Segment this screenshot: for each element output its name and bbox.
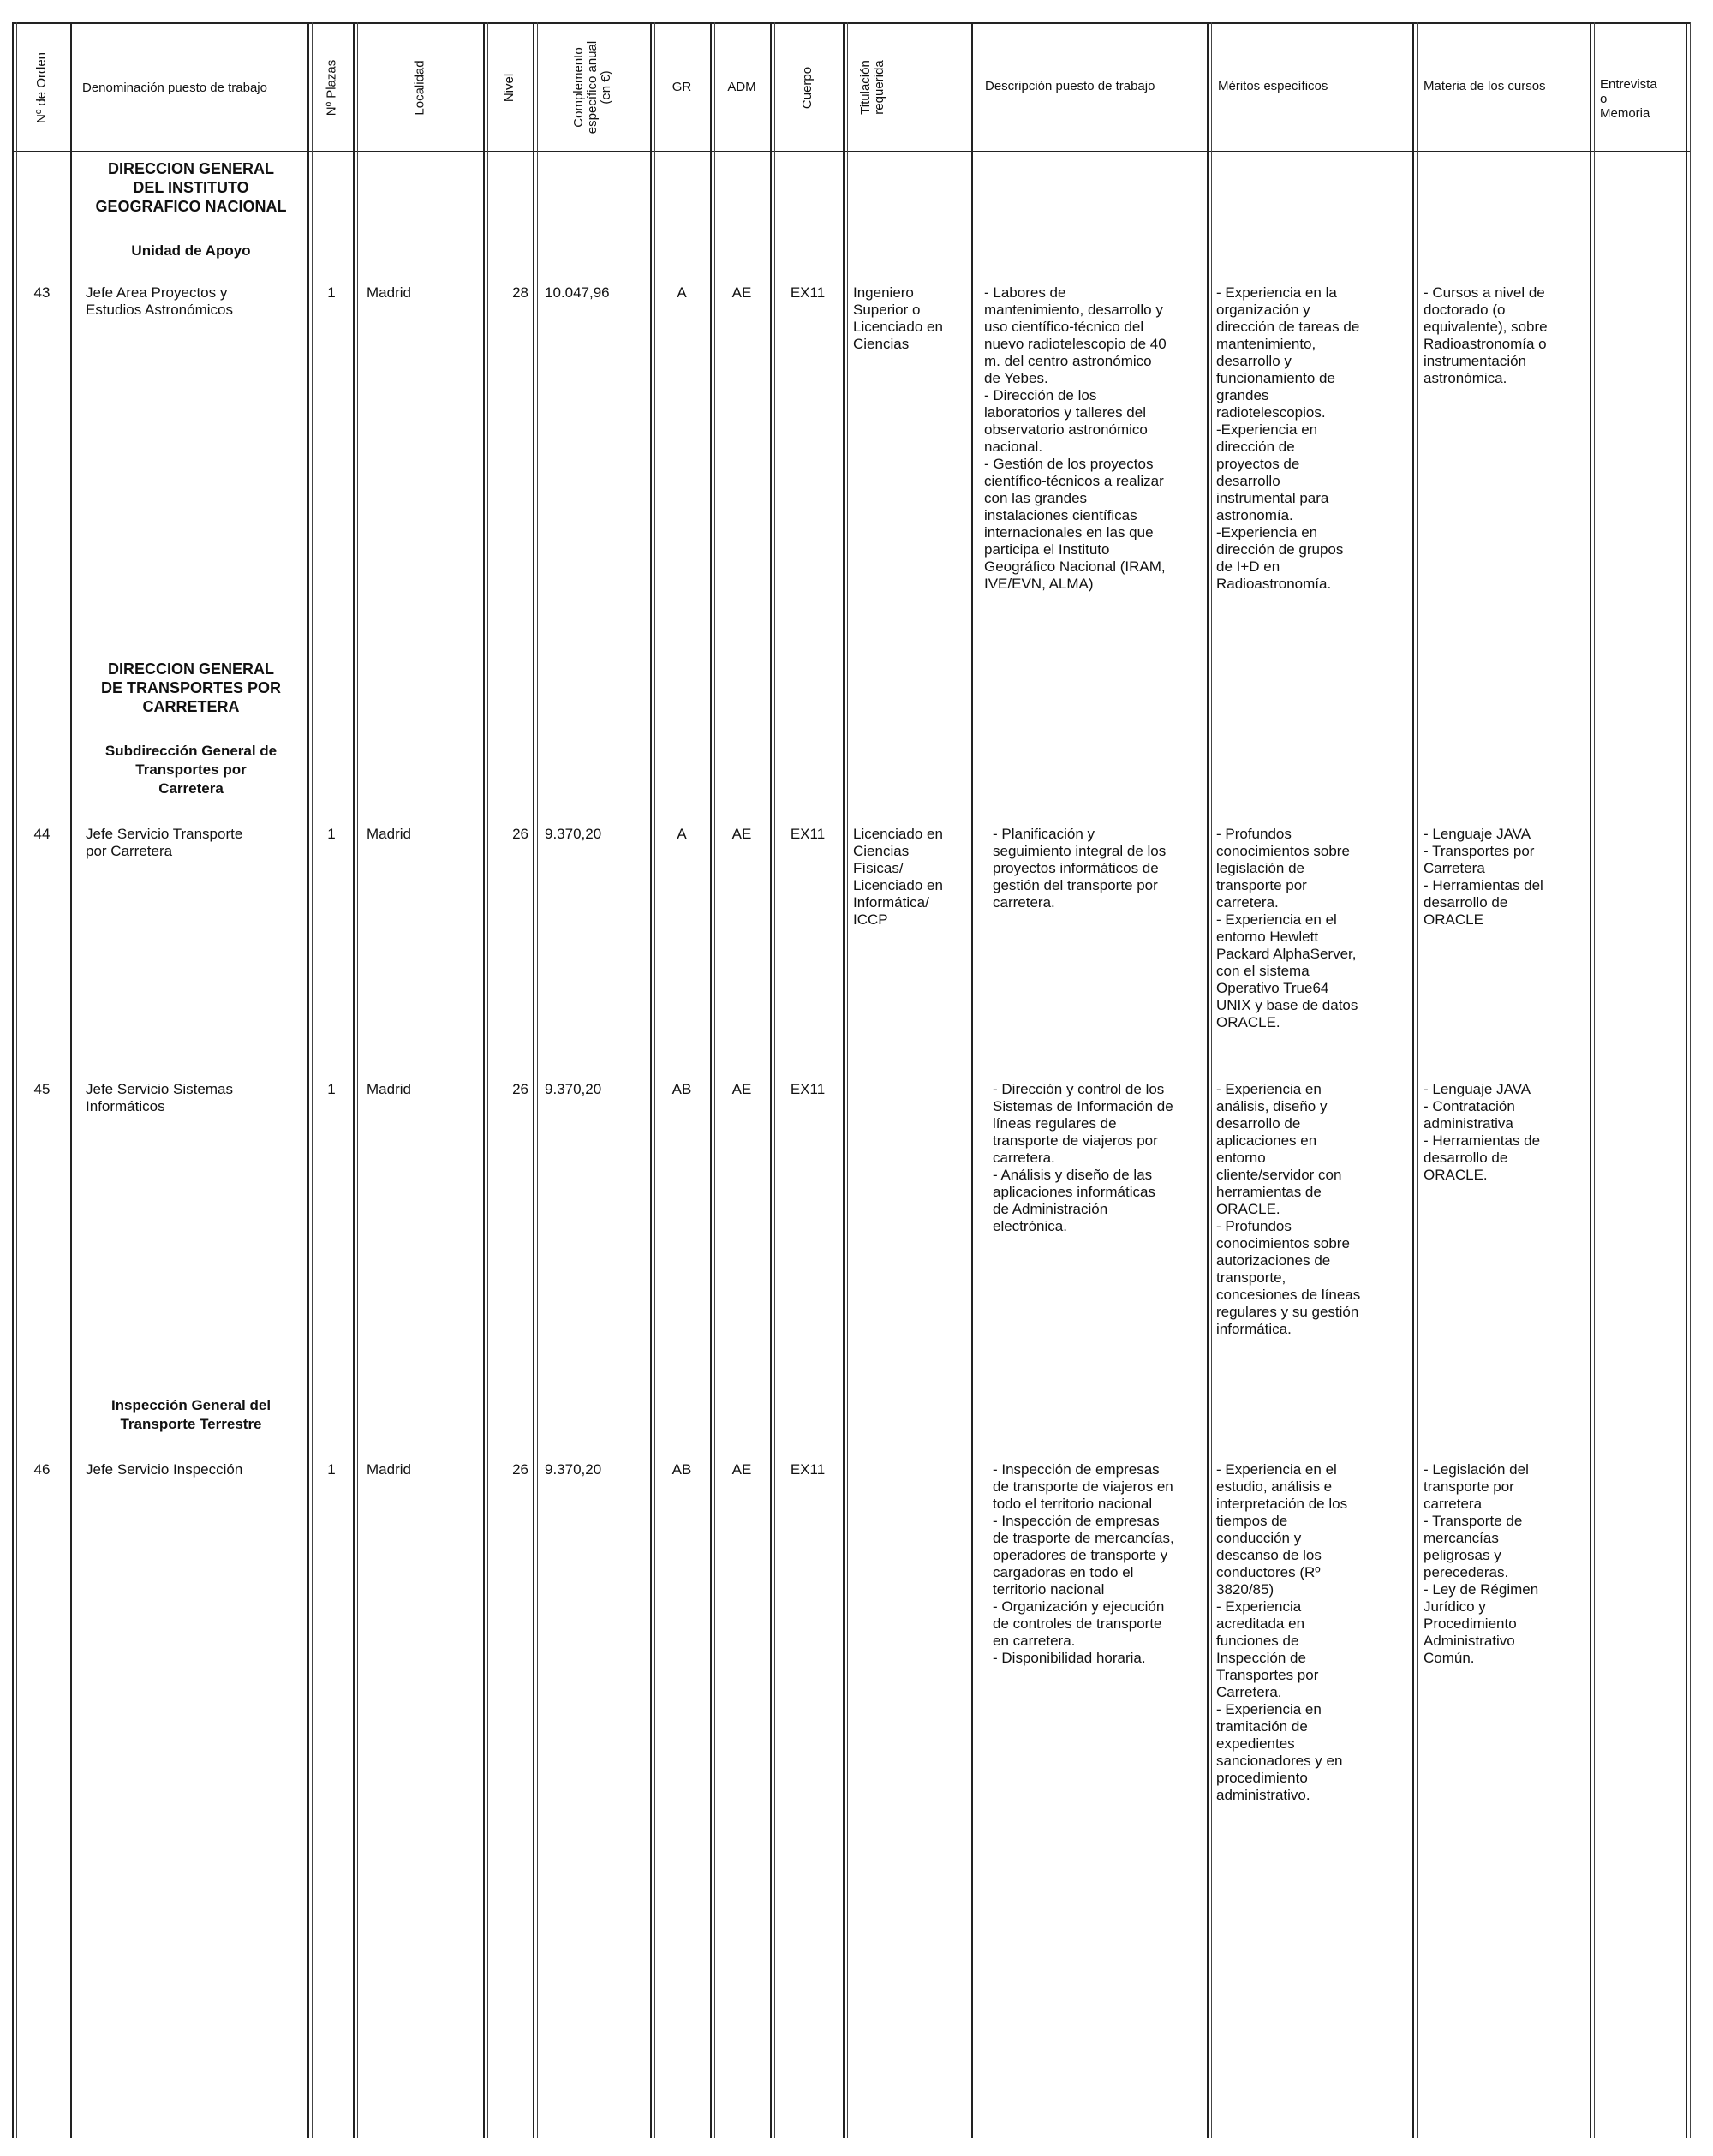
- row-gr: A: [677, 284, 687, 301]
- row-cursos: - Legislación del transporte por carretera - Transporte de mercancías peligrosas y perecederas. - Ley de Régimen Jurídico y Procedimiento Administrativo Común.: [1424, 1461, 1539, 1666]
- row-denominacion: Jefe Servicio Transporte por Carretera: [86, 826, 243, 859]
- row-plazas: 1: [327, 284, 336, 301]
- column-divider: [1207, 22, 1209, 2138]
- row-gr: AB: [671, 1461, 692, 1478]
- section-ign: DIRECCION GENERAL DEL INSTITUTO GEOGRAFICO NACIONAL: [95, 160, 287, 215]
- column-divider: [1590, 22, 1591, 2138]
- row-plazas: 1: [327, 1081, 336, 1097]
- header-descripcion: Descripción puesto de trabajo: [985, 79, 1155, 93]
- row-cursos: - Lenguaje JAVA - Contratación administrativa - Herramientas de desarrollo de ORACLE.: [1424, 1081, 1541, 1183]
- row-descripcion: - Labores de mantenimiento, desarrollo y uso científico-técnico del nuevo radiotelescopio de 40 m. del centro astronómico de Yebes. - Dirección de los laboratorios y talleres del observatorio astronómico nacional. - Gestión de los proyectos científico-técnicos a realizar con las grandes instalaciones científicas internacionales en las que participa el Instituto Geográfico Nacional (IRAM, IVE/EVN, ALMA): [984, 284, 1167, 592]
- row-cuerpo: EX11: [790, 284, 826, 301]
- row-titulacion: Ingeniero Superior o Licenciado en Ciencias: [853, 284, 943, 352]
- header-adm: ADM: [727, 80, 756, 94]
- row-descripcion: - Planificación y seguimiento integral de los proyectos informáticos de gestión del transporte por carretera.: [993, 826, 1167, 911]
- row-adm: AE: [731, 1081, 752, 1097]
- row-nivel: 26: [512, 1081, 528, 1097]
- column-divider: [650, 22, 652, 2138]
- row-complemento: 9.370,20: [545, 1081, 602, 1097]
- row-denominacion: Jefe Servicio Inspección: [86, 1461, 243, 1478]
- row-orden: 45: [33, 1081, 51, 1097]
- row-plazas: 1: [327, 1461, 336, 1478]
- header-titulacion: Titulación requerida: [858, 60, 887, 115]
- row-orden: 43: [33, 284, 51, 301]
- column-divider: [353, 22, 355, 2138]
- header-orden: Nº de Orden: [34, 51, 50, 123]
- row-denominacion: Jefe Area Proyectos y Estudios Astronómicos: [86, 284, 233, 318]
- row-meritos: - Experiencia en la organización y dirección de tareas de mantenimiento, desarrollo y funcionamiento de grandes radiotelescopios. -Experiencia en dirección de proyectos de desarrollo instrumental para astronomía. -Experiencia en dirección de grupos de I+D en Radioastronomía.: [1216, 284, 1360, 592]
- header-complemento: Complemento específico anual (en €): [571, 40, 613, 134]
- header-gr: GR: [671, 80, 692, 94]
- positions-table: [12, 22, 1691, 2138]
- column-divider: [1412, 22, 1414, 2138]
- row-complemento: 9.370,20: [545, 1461, 602, 1478]
- column-divider: [710, 22, 712, 2138]
- column-divider: [12, 22, 14, 2138]
- row-gr: A: [677, 826, 687, 842]
- row-gr: AB: [671, 1081, 692, 1097]
- row-orden: 46: [33, 1461, 51, 1478]
- row-meritos: - Profundos conocimientos sobre legislación de transporte por carretera. - Experiencia en el entorno Hewlett Packard AlphaServer, con el sistema Operativo True64 UNIX y base de datos ORACLE.: [1216, 826, 1358, 1030]
- row-nivel: 28: [512, 284, 528, 301]
- row-nivel: 26: [512, 1461, 528, 1478]
- header-plazas: Nº Plazas: [324, 59, 339, 116]
- row-meritos: - Experiencia en el estudio, análisis e interpretación de los tiempos de conducción y descanso de los conductores (Rº 3820/85) - Experiencia acreditada en funciones de Inspección de Transportes por Carretera. - Experiencia en tramitación de expedientes sancionadores y en procedimiento administrativo.: [1216, 1461, 1348, 1803]
- row-adm: AE: [731, 284, 752, 301]
- column-divider: [70, 22, 72, 2138]
- row-adm: AE: [731, 826, 752, 842]
- row-localidad: Madrid: [367, 826, 411, 842]
- row-complemento: 9.370,20: [545, 826, 602, 842]
- row-adm: AE: [731, 1461, 752, 1478]
- row-nivel: 26: [512, 826, 528, 842]
- row-cuerpo: EX11: [790, 826, 826, 842]
- row-cuerpo: EX11: [790, 1081, 826, 1097]
- column-divider: [770, 22, 772, 2138]
- row-orden: 44: [33, 826, 51, 842]
- column-divider: [307, 22, 309, 2138]
- column-divider: [971, 22, 973, 2138]
- row-localidad: Madrid: [367, 1081, 411, 1097]
- row-denominacion: Jefe Servicio Sistemas Informáticos: [86, 1081, 233, 1114]
- column-divider: [1686, 22, 1687, 2138]
- header-meritos: Méritos específicos: [1218, 79, 1328, 93]
- section-unidad-apoyo: Unidad de Apoyo: [131, 242, 251, 259]
- section-inspeccion: Inspección General del Transporte Terrestre: [110, 1397, 272, 1432]
- row-localidad: Madrid: [367, 1461, 411, 1478]
- column-divider: [533, 22, 534, 2138]
- header-entrevista: Entrevista o Memoria: [1600, 77, 1657, 121]
- column-divider: [843, 22, 845, 2138]
- row-descripcion: - Inspección de empresas de transporte de viajeros en todo el territorio nacional - Inspección de empresas de trasporte de mercancías, operadores de transporte y cargadoras en todo el territorio nacional - Organización y ejecución de controles de transporte en carretera. - Disponibilidad horaria.: [993, 1461, 1174, 1666]
- row-localidad: Madrid: [367, 284, 411, 301]
- row-complemento: 10.047,96: [545, 284, 610, 301]
- column-divider: [483, 22, 485, 2138]
- row-cursos: - Lenguaje JAVA - Transportes por Carretera - Herramientas del desarrollo de ORACLE: [1424, 826, 1543, 928]
- row-titulacion: Licenciado en Ciencias Físicas/ Licenciado en Informática/ ICCP: [853, 826, 943, 928]
- row-cursos: - Cursos a nivel de doctorado (o equivalente), sobre Radioastronomía o instrumentación astronómica.: [1424, 284, 1548, 386]
- row-plazas: 1: [327, 826, 336, 842]
- header-localidad: Localidad: [412, 59, 427, 116]
- section-dgtc: DIRECCION GENERAL DE TRANSPORTES POR CARRETERA: [100, 660, 282, 715]
- row-descripcion: - Dirección y control de los Sistemas de Información de líneas regulares de transporte de viajeros por carretera. - Análisis y diseño de las aplicaciones informáticas de Administración electrónica.: [993, 1081, 1173, 1234]
- header-denominacion: Denominación puesto de trabajo: [82, 80, 267, 95]
- row-meritos: - Experiencia en análisis, diseño y desarrollo de aplicaciones en entorno cliente/servidor con herramientas de ORACLE. - Profundos conocimientos sobre autorizaciones de transporte, concesiones de líneas regulares y su gestión informática.: [1216, 1081, 1361, 1337]
- header-cursos: Materia de los cursos: [1424, 79, 1546, 93]
- header-nivel: Nivel: [502, 73, 517, 102]
- header-cuerpo: Cuerpo: [800, 66, 815, 109]
- section-subdireccion: Subdirección General de Transportes por Carretera: [104, 743, 278, 797]
- header-bottom-border: [12, 151, 1691, 152]
- row-cuerpo: EX11: [790, 1461, 826, 1478]
